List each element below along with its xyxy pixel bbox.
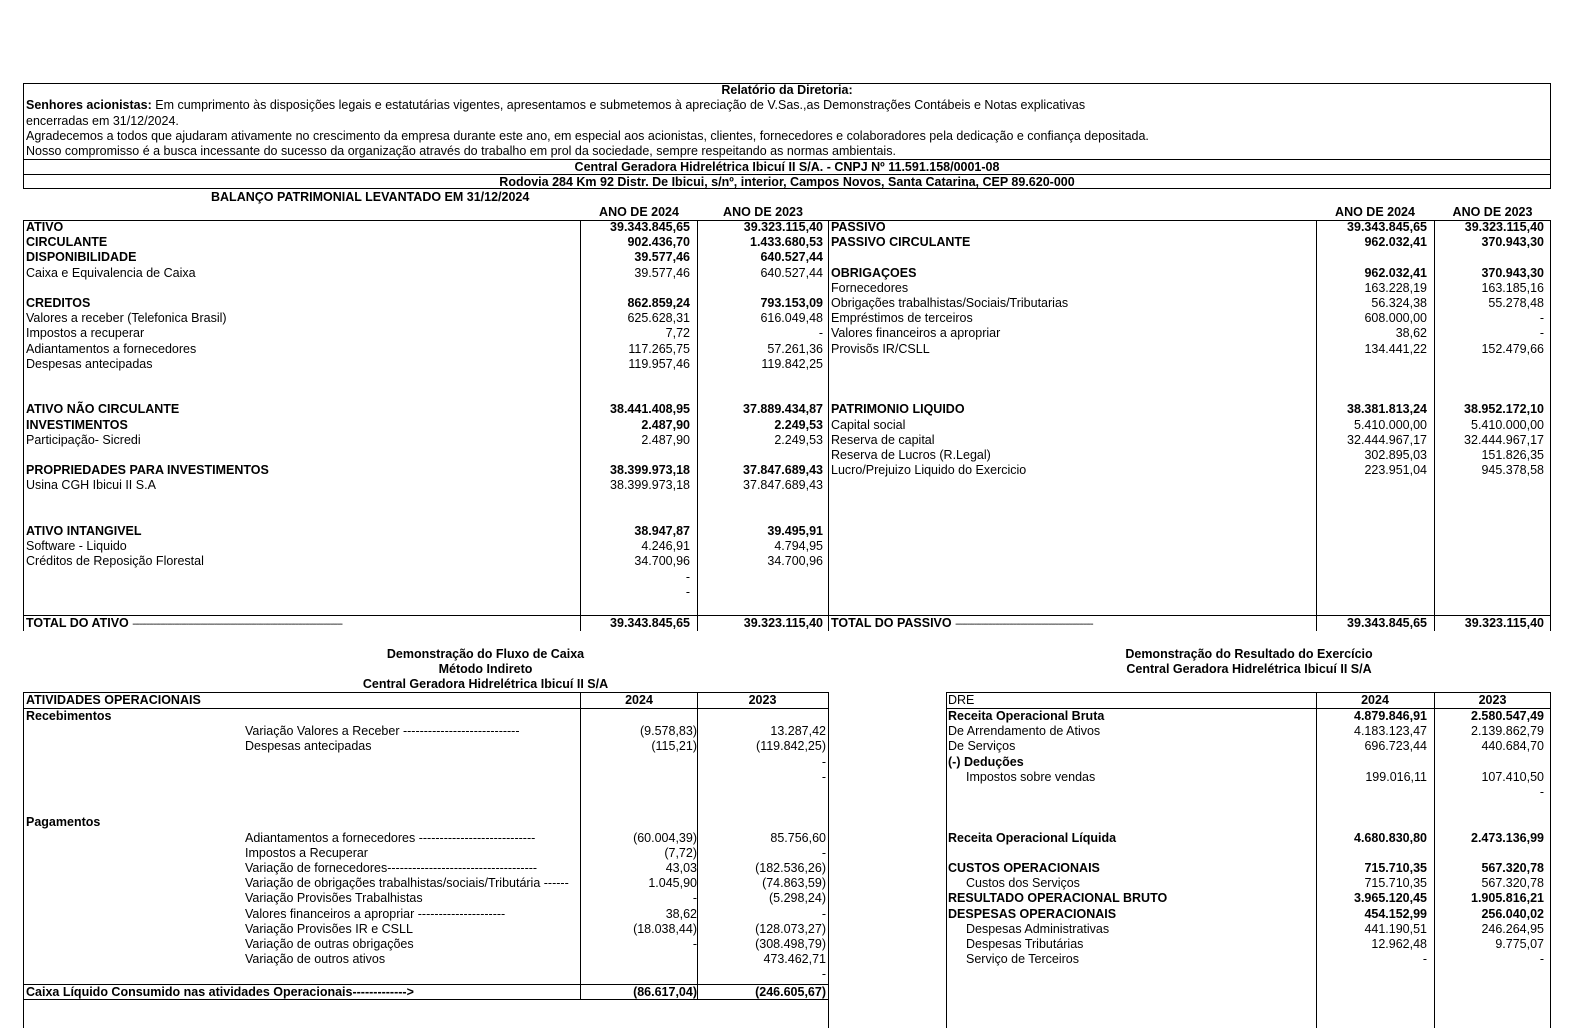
dre-row-2024: 441.190,51 <box>1364 921 1427 936</box>
ativo-row-label: Créditos de Reposição Florestal <box>26 554 204 569</box>
dfc-row-2023: (308.498,79) <box>755 937 826 951</box>
dfc-subtitle: Método Indireto <box>438 662 533 676</box>
passivo-row-label: PASSIVO <box>831 220 886 234</box>
ativo-row-2024: 38.441.408,95 <box>610 402 690 417</box>
passivo-row-2023: 32.444.967,17 <box>1464 432 1544 447</box>
total-passivo-leader: ----------------------------------------------------------- <box>955 619 1093 630</box>
ativo-row-2023: 119.842,25 <box>761 356 823 371</box>
dre-row-label: Serviço de Terceiros <box>966 952 1080 967</box>
passivo-row-2024: 163.228,19 <box>1364 280 1427 295</box>
relatorio-paragraph-2: Agradecemos a todos que ajudaram ativamente no crescimento da empresa durante este ano, em especial aos acionistas, clientes, fornecedores e colaboradores pela dedicação e confiança depositada. <box>26 129 1149 143</box>
dfc-col-2024: 2024 <box>625 693 653 707</box>
dre-row-2023: 2.473.136,99 <box>1471 830 1544 845</box>
dre-row-2024: 4.680.830,80 <box>1354 830 1427 845</box>
dre-row-label: Despesas Tributárias <box>966 937 1084 951</box>
ativo-row-2023: 1.433.680,53 <box>750 235 823 250</box>
ativo-row-label: Caixa e Equivalencia de Caixa <box>26 265 196 280</box>
dfc-row-item: Variação Valores a Receber ---------------------------- <box>245 724 520 739</box>
passivo-row-label: Reserva de Lucros (R.Legal) <box>831 448 991 462</box>
dfc-row-item: Variação Provisões Trabalhistas <box>245 891 423 906</box>
ativo-row-2024: 119.957,46 <box>628 356 690 371</box>
dfc-row-section: Recebimentos <box>26 709 112 723</box>
relatorio-paragraph-1 <box>26 98 1085 113</box>
dfc-row-2023: - <box>821 769 826 784</box>
dfc-row-item: Valores financeiros a apropriar --------------------- <box>245 906 506 921</box>
passivo-row-2023: 55.278,48 <box>1488 296 1544 310</box>
dre-row-2024: 696.723,44 <box>1364 739 1427 754</box>
ativo-row-label: Usina CGH Ibicui II S.A <box>26 478 156 493</box>
dfc-row-2023: 85.756,60 <box>770 830 826 845</box>
dre-row-2023: 256.040,02 <box>1481 906 1544 921</box>
dfc-row-2023: - <box>821 906 826 921</box>
dfc-row-2023: (182.536,26) <box>755 861 826 875</box>
passivo-col-2024-header: ANO DE 2024 <box>1335 205 1415 219</box>
dfc-col-label: ATIVIDADES OPERACIONAIS <box>26 693 201 707</box>
dre-row-2024: - <box>1422 952 1427 967</box>
passivo-row-2024: 38.381.813,24 <box>1347 402 1427 417</box>
ativo-row-2024: 2.487,90 <box>641 417 690 432</box>
ativo-row-2023: 39.495,91 <box>767 524 823 538</box>
ativo-row-label: ATIVO NÃO CIRCULANTE <box>26 402 180 417</box>
ativo-row-label: Impostos a recuperar <box>26 326 145 341</box>
dfc-row-2023: 473.462,71 <box>763 952 826 967</box>
ativo-row-2024: 39.343.845,65 <box>610 220 690 234</box>
dre-row-label: CUSTOS OPERACIONAIS <box>948 861 1100 875</box>
dre-row-2023: 567.320,78 <box>1481 861 1544 875</box>
passivo-row-label: Lucro/Prejuizo Liquido do Exercicio <box>831 463 1027 478</box>
ativo-row-2024: 39.577,46 <box>634 265 690 280</box>
dfc-total-label: Caixa Líquido Consumido nas atividades Operacionais-------------> <box>26 985 414 999</box>
dre-row-2024: 3.965.120,45 <box>1354 891 1427 906</box>
passivo-row-2024: 962.032,41 <box>1364 235 1427 250</box>
passivo-row-label: Capital social <box>831 417 906 432</box>
dfc-company: Central Geradora Hidrelétrica Ibicuí II S/A <box>362 677 609 691</box>
ativo-row-2023: 2.249,53 <box>774 417 823 432</box>
passivo-row-2024: 223.951,04 <box>1364 463 1427 478</box>
total-ativo-label <box>26 616 342 632</box>
dre-title: Demonstração do Resultado do Exercício <box>1125 647 1373 661</box>
total-passivo-2024: 39.343.845,65 <box>1347 616 1427 630</box>
passivo-row-label: Obrigações trabalhistas/Sociais/Tributarias <box>831 296 1069 310</box>
company-address: Rodovia 284 Km 92 Distr. De Ibicui, s/nº, interior, Campos Novos, Santa Catarina, CEP 89.620-000 <box>499 175 1075 189</box>
dre-row-2024: 12.962,48 <box>1371 937 1427 951</box>
dfc-row-item: Variação de fornecedores------------------------------------ <box>245 861 538 875</box>
balanco-middle-divider <box>828 220 829 631</box>
ativo-row-2024: 862.859,24 <box>627 296 690 310</box>
ativo-row-2024: 38.399.973,18 <box>610 463 690 478</box>
ativo-row-label: Despesas antecipadas <box>26 356 153 371</box>
ativo-row-2023: 616.049,48 <box>760 311 823 326</box>
ativo-row-2023: 793.153,09 <box>760 296 823 310</box>
passivo-row-2024: 608.000,00 <box>1364 311 1427 326</box>
dfc-row-2023: (5.298,24) <box>769 891 826 906</box>
passivo-col-2023-header: ANO DE 2023 <box>1452 205 1533 219</box>
passivo-row-2024: 32.444.967,17 <box>1347 432 1427 447</box>
ativo-row-2023: 2.249,53 <box>774 432 823 447</box>
total-ativo-leader: ------------------------------------------------------------------------------------------ <box>132 619 342 630</box>
dfc-row-2024: (115,21) <box>651 739 697 754</box>
ativo-row-label: PROPRIEDADES PARA INVESTIMENTOS <box>26 463 269 478</box>
dfc-row-item: Variação de outros ativos <box>245 952 386 967</box>
ativo-row-label: Software - Liquido <box>26 539 127 554</box>
dfc-row-2023: (119.842,25) <box>756 739 826 754</box>
dfc-row-2023: - <box>821 754 826 769</box>
dre-row-label: De Arrendamento de Ativos <box>948 724 1101 739</box>
balanco-left-border <box>23 220 24 631</box>
relatorio-title: Relatório da Diretoria: <box>721 83 853 97</box>
ativo-row-2024: 2.487,90 <box>641 432 690 447</box>
dre-row-2023: 107.410,50 <box>1481 769 1544 784</box>
ativo-row-label: ATIVO INTANGIVEL <box>26 524 142 538</box>
ativo-row-2024: 7,72 <box>665 326 690 341</box>
dfc-row-item: Variação de outras obrigações <box>245 937 414 951</box>
dre-row-2024: 454.152,99 <box>1364 906 1427 921</box>
dre-row-2024: 4.879.846,91 <box>1354 709 1427 723</box>
dre-row-2023: - <box>1539 952 1544 967</box>
dre-row-2023: 246.264,95 <box>1481 921 1544 936</box>
dre-col-2023: 2023 <box>1478 693 1507 707</box>
passivo-row-2024: 5.410.000,00 <box>1354 417 1427 432</box>
dfc-row-item: Variação de obrigações trabalhistas/sociais/Tributária ------ <box>245 876 569 891</box>
passivo-row-label: OBRIGAÇOES <box>831 265 917 280</box>
total-ativo-text: TOTAL DO ATIVO <box>26 616 129 630</box>
dfc-right-border <box>828 692 829 1028</box>
ativo-row-2023: 640.527,44 <box>760 265 823 280</box>
passivo-row-label: Provisõs IR/CSLL <box>831 341 930 356</box>
dre-company: Central Geradora Hidrelétrica Ibicuí II S/A <box>1126 662 1372 676</box>
ativo-row-2024: 625.628,31 <box>627 311 690 326</box>
dfc-row-2023: 13.287,42 <box>770 724 826 739</box>
dfc-row-2023: (128.073,27) <box>755 921 826 936</box>
dfc-row-item: Impostos a Recuperar <box>245 845 368 860</box>
dfc-row-2024: (60.004,39) <box>633 830 697 845</box>
passivo-row-2023: 5.410.000,00 <box>1471 417 1544 432</box>
dre-row-2023: - <box>1539 785 1544 799</box>
dfc-total-2023: (246.605,67) <box>755 985 826 999</box>
dfc-row-item: Adiantamentos a fornecedores ---------------------------- <box>245 830 536 845</box>
total-passivo-label <box>831 616 1093 632</box>
ativo-row-label: INVESTIMENTOS <box>26 417 128 432</box>
dfc-row-2023: - <box>821 967 826 982</box>
total-ativo-2023: 39.323.115,40 <box>743 616 823 630</box>
ativo-row-2023: 640.527,44 <box>760 250 823 265</box>
relatorio-paragraph-1b: encerradas em 31/12/2024. <box>26 114 179 128</box>
dre-row-2023: 2.139.862,79 <box>1471 724 1544 739</box>
ativo-row-2024: 117.265,75 <box>628 341 690 356</box>
dfc-row-2024: - <box>692 891 697 906</box>
dre-row-2023: 9.775,07 <box>1495 937 1544 951</box>
ativo-row-2023: 37.847.689,43 <box>743 463 823 478</box>
passivo-row-label: Reserva de capital <box>831 432 935 447</box>
passivo-row-2023: - <box>1539 326 1544 341</box>
passivo-row-2023: - <box>1539 311 1544 326</box>
dre-row-2024: 199.016,11 <box>1365 769 1427 784</box>
passivo-row-2023: 370.943,30 <box>1481 235 1544 250</box>
dfc-row-2023: (74.863,59) <box>762 876 826 891</box>
dre-col-2024: 2024 <box>1361 693 1389 707</box>
passivo-row-2024: 134.441,22 <box>1364 341 1427 356</box>
dfc-total-2024: (86.617,04) <box>633 985 697 999</box>
ativo-row-2024: - <box>685 569 690 584</box>
ativo-row-2024: 38.947,87 <box>634 524 690 538</box>
passivo-row-label: PASSIVO CIRCULANTE <box>831 235 971 250</box>
passivo-row-2024: 56.324,38 <box>1371 296 1427 310</box>
relatorio-p1-text: Em cumprimento às disposições legais e estatutárias vigentes, apresentamos e submetemos à apreciação de V.Sas.,as Demonstrações Contábeis e Notas explicativas <box>155 98 1086 112</box>
relatorio-paragraph-3: Nosso compromisso é a busca incessante do sucesso da organização através do trabalho em prol da sociedade, sempre respeitando as normas ambientais. <box>26 144 896 158</box>
dfc-header-border <box>23 708 829 709</box>
dre-row-2023: 440.684,70 <box>1481 739 1544 754</box>
dre-row-label: Despesas Administrativas <box>966 921 1110 936</box>
dfc-row-2024: - <box>692 937 697 951</box>
passivo-row-label: Fornecedores <box>831 280 909 295</box>
dre-row-2024: 715.710,35 <box>1364 861 1427 875</box>
ativo-row-2024: - <box>685 584 690 599</box>
ativo-row-2024: 34.700,96 <box>634 554 690 569</box>
passivo-row-2024: 38,62 <box>1395 326 1427 341</box>
dfc-row-2024: 43,03 <box>665 861 697 875</box>
ativo-row-label: CREDITOS <box>26 296 91 310</box>
balanco-right-border <box>1550 220 1551 631</box>
passivo-row-2023: 163.185,16 <box>1481 280 1544 295</box>
dfc-row-2024: (18.038,44) <box>633 921 697 936</box>
passivo-row-label: Valores financeiros a apropriar <box>831 326 1001 341</box>
ativo-row-2023: 34.700,96 <box>767 554 823 569</box>
passivo-row-label: Empréstimos de terceiros <box>831 311 973 326</box>
dfc-row-2024: (9.578,83) <box>640 724 697 739</box>
ativo-row-2023: 4.794,95 <box>774 539 823 554</box>
dfc-row-section: Pagamentos <box>26 815 101 830</box>
ativo-row-label: DISPONIBILIDADE <box>26 250 137 265</box>
ativo-row-label: Adiantamentos a fornecedores <box>26 341 197 356</box>
ativo-row-2023: 37.847.689,43 <box>743 478 823 493</box>
ativo-row-2024: 902.436,70 <box>627 235 690 250</box>
dre-row-label: RESULTADO OPERACIONAL BRUTO <box>948 891 1168 906</box>
ativo-row-2023: - <box>818 326 823 341</box>
passivo-row-label: PATRIMONIO LIQUIDO <box>831 402 965 417</box>
dre-row-label: Receita Operacional Líquida <box>948 830 1117 845</box>
dre-row-label: Custos dos Serviços <box>966 876 1080 891</box>
ativo-row-label: Valores a receber (Telefonica Brasil) <box>26 311 227 326</box>
dfc-col-2023: 2023 <box>748 693 777 707</box>
dfc-left-border <box>23 692 24 1028</box>
dfc-row-2023: - <box>821 845 826 860</box>
total-passivo-2023: 39.323.115,40 <box>1464 616 1544 630</box>
ativo-col-2024-header: ANO DE 2024 <box>599 205 679 219</box>
ativo-row-2023: 57.261,36 <box>767 341 823 356</box>
ativo-row-label: Participação- Sicredi <box>26 432 141 447</box>
dre-row-label: De Serviços <box>948 739 1016 754</box>
ativo-row-2023: 37.889.434,87 <box>743 402 823 417</box>
total-passivo-text: TOTAL DO PASSIVO <box>831 616 952 630</box>
ativo-row-2023: 39.323.115,40 <box>743 220 823 234</box>
dfc-title: Demonstração do Fluxo de Caixa <box>386 647 585 661</box>
dre-col-label: DRE <box>948 693 975 707</box>
dre-row-2023: 2.580.547,49 <box>1471 709 1544 723</box>
dre-row-2023: 1.905.816,21 <box>1471 891 1544 906</box>
dre-left-border <box>946 692 947 1028</box>
passivo-row-2024: 39.343.845,65 <box>1347 220 1427 234</box>
dre-row-2023: 567.320,78 <box>1481 876 1544 891</box>
passivo-row-2024: 962.032,41 <box>1364 265 1427 280</box>
dfc-row-2024: (7,72) <box>664 845 697 860</box>
dre-row-2024: 4.183.123,47 <box>1354 724 1427 739</box>
passivo-row-2024: 302.895,03 <box>1364 448 1427 462</box>
dfc-row-item: Despesas antecipadas <box>245 739 372 754</box>
passivo-row-2023: 152.479,66 <box>1481 341 1544 356</box>
balanco-title: BALANÇO PATRIMONIAL LEVANTADO EM 31/12/2024 <box>211 190 530 204</box>
dre-row-label: DESPESAS OPERACIONAIS <box>948 906 1117 921</box>
ativo-col-2023-header: ANO DE 2023 <box>723 205 803 219</box>
ativo-row-2024: 4.246,91 <box>641 539 690 554</box>
passivo-row-2023: 38.952.172,10 <box>1464 402 1544 417</box>
dre-row-label: (-) Deduções <box>948 754 1024 769</box>
dfc-row-2024: 1.045,90 <box>648 876 697 891</box>
passivo-row-2023: 945.378,58 <box>1481 463 1544 478</box>
company-name-cnpj: Central Geradora Hidrelétrica Ibicuí II S/A. - CNPJ Nº 11.591.158/0001-08 <box>574 160 1000 174</box>
dfc-row-item: Variação Provisões IR e CSLL <box>245 921 413 936</box>
dfc-row-2024: 38,62 <box>665 906 697 921</box>
dre-right-border <box>1550 692 1551 1028</box>
relatorio-greeting: Senhores acionistas: <box>26 98 152 112</box>
passivo-row-2023: 151.826,35 <box>1481 448 1544 462</box>
total-ativo-2024: 39.343.845,65 <box>610 616 690 630</box>
dre-row-label: Receita Operacional Bruta <box>948 709 1105 723</box>
ativo-row-label: CIRCULANTE <box>26 235 108 250</box>
passivo-row-2023: 39.323.115,40 <box>1464 220 1544 234</box>
ativo-row-label: ATIVO <box>26 220 64 234</box>
ativo-row-2024: 39.577,46 <box>634 250 690 265</box>
ativo-row-2024: 38.399.973,18 <box>610 478 690 493</box>
dre-row-2024: 715.710,35 <box>1364 876 1427 891</box>
dre-row-label: Impostos sobre vendas <box>966 769 1096 784</box>
passivo-row-2023: 370.943,30 <box>1481 265 1544 280</box>
